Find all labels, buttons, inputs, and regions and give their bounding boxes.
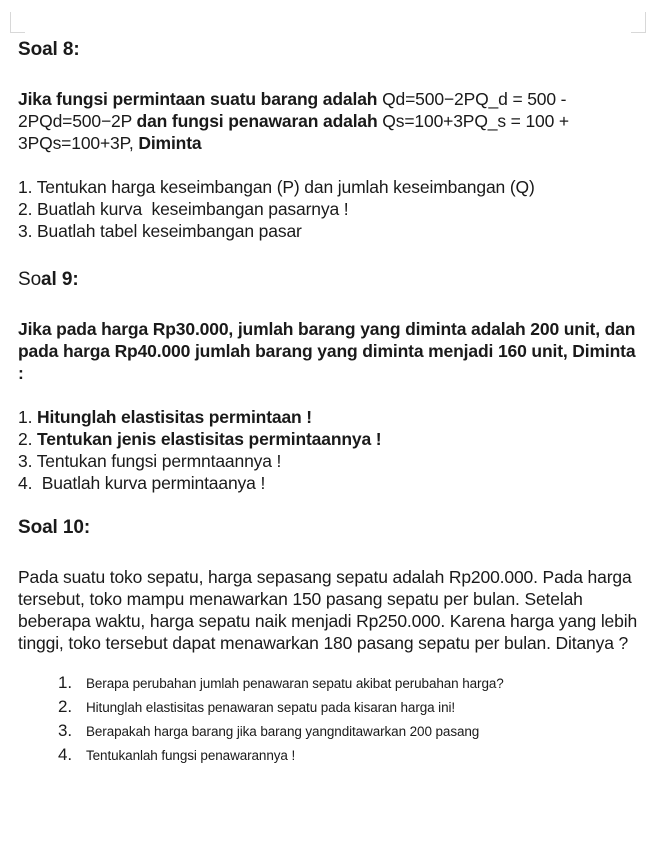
list-item-text: Hitunglah elastisitas penawaran sepatu pada kisaran harga ini! [86,700,456,715]
section-heading-soal-9 [18,268,640,292]
list-item-number: 3. [58,721,72,740]
list-item-text: Berapakah harga barang jika barang yangnditawarkan 200 pasang [86,724,480,739]
list-item-number: 3. [18,451,33,471]
list-item [18,220,640,242]
list-item [18,406,640,428]
body-run: Jika fungsi permintaan suatu barang adalah [18,89,383,109]
list-item-number: 2. [58,697,72,716]
list-item-number: 1. [58,673,72,692]
list-item-text: Buatlah tabel keseimbangan pasar [37,221,302,241]
list-item [18,671,640,695]
question-list-soal-8 [18,176,640,242]
section-heading-soal-8 [18,38,640,62]
body-run: Qd=500−2PQ_d = 500 - 2PQd=500−2P [18,89,572,131]
list-item-text: Tentukan harga keseimbangan (P) dan jumlah keseimbangan (Q) [36,177,535,197]
list-item [18,176,640,198]
list-item [18,472,640,494]
list-item-number: 2. [18,199,33,219]
list-item-text: Berapa perubahan jumlah penawaran sepatu akibat perubahan harga? [86,676,504,691]
list-item [18,719,640,743]
list-item-number: 4. [18,473,33,493]
list-item-text: Buatlah kurva keseimbangan pasarnya ! [37,199,349,219]
section-body-soal-8 [18,88,640,154]
list-item [18,198,640,220]
list-item-number: 2. [18,429,33,449]
section-heading-soal-10 [18,516,640,540]
body-run: Qs=100+3PQ_s = 100 + 3PQs=100+3P, [18,111,574,153]
list-item-text: Tentukan fungsi permntaannya ! [36,451,282,471]
section-body-soal-9: Jika pada harga Rp30.000, jumlah barang yang diminta adalah 200 unit, dan pada harga Rp40.000 jumlah barang yang diminta menjadi 160 unit, Diminta : [18,319,641,383]
list-item-number: 1. [18,177,33,197]
list-item-text: Tentukanlah fungsi penawarannya ! [86,748,296,763]
body-run: dan fungsi penawaran adalah [136,111,383,131]
section-body-soal-10: Pada suatu toko sepatu, harga sepasang sepatu adalah Rp200.000. Pada harga tersebut, toko mampu menawarkan 150 pasang sepatu per bulan. Setelah beberapa waktu, harga sepatu naik menjadi Rp250.000. Karena harga yang lebih tinggi, toko tersebut dapat menawarkan 180 pasang sepatu per bulan. Ditanya ? [18,567,642,653]
list-item-text: Buatlah kurva permintaanya ! [37,473,266,493]
list-item-text: Tentukan jenis elastisitas permintaannya ! [37,429,382,449]
list-item [18,695,640,719]
question-list-soal-9 [18,406,640,494]
list-item-number: 3. [18,221,33,241]
section-heading-soft-prefix: So [18,269,42,290]
question-list-soal-10 [18,671,640,767]
list-item [18,450,640,472]
list-item [18,743,640,767]
list-item-text: Hitunglah elastisitas permintaan ! [37,407,312,427]
list-item [18,428,640,450]
section-heading-text: al 9: [41,269,79,290]
list-item-number: 1. [18,407,33,427]
section-heading-text: Soal 10: [18,517,91,538]
list-item-number: 4. [58,745,72,764]
section-heading-text: Soal 8: [18,39,80,60]
body-run: Diminta [138,133,202,153]
